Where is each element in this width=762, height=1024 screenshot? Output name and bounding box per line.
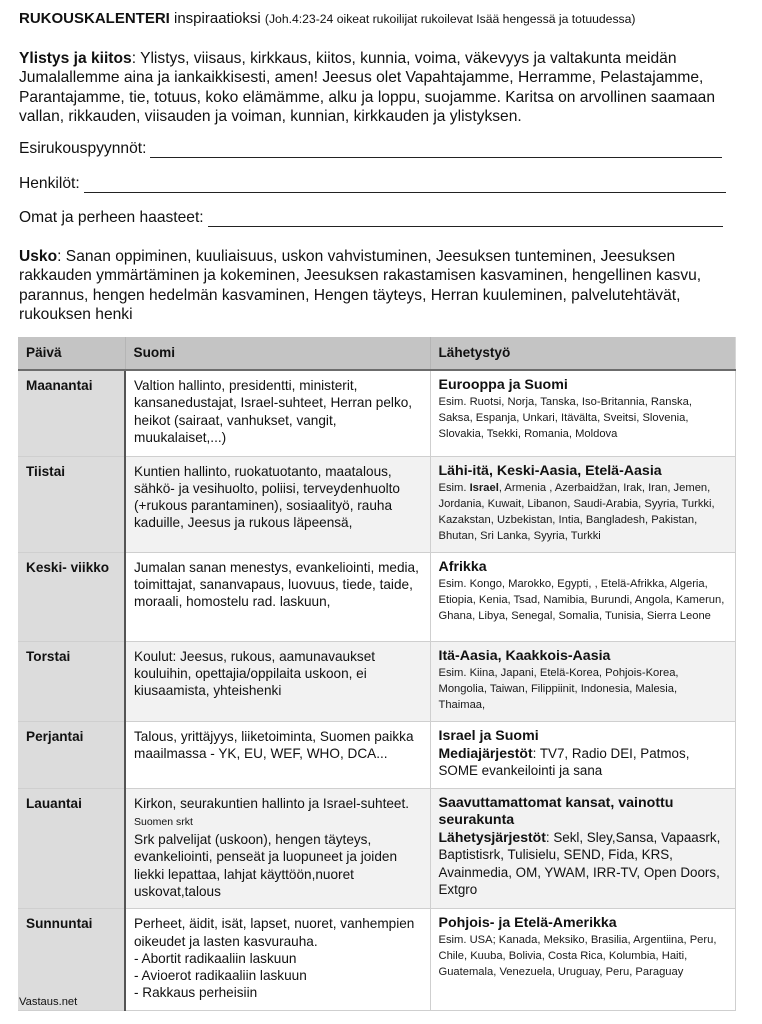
mission-cell	[430, 370, 735, 456]
praise-text: : Ylistys, viisaus, kirkkaus, kiitos, kunnia, voima, väkevyys ja valtakunta meidän Jumalallemme aina ja iankaikkisesti, amen! Jeesus olet Vapahtajamme, Herramme, Pelastajamme, Parantajamme, tie, totuus, koko elämämme, alku ja loppu, suojamme. Karitsa on arvollinen saamaan vallan, rikkauden, viisauden ja voiman, kunnian, kirkkauden ja ylistyksen.	[19, 50, 716, 126]
mission-countries: , Armenia , Azerbaidžan, Irak, Iran, Jemen, Jordania, Kuwait, Libanon, Saudi-Arabia, Syyria, Turkki, Kazakstan, Uzbekistan, Intia, Bangladesh, Pakistan, Bhutan, Sri Lanka, Syyria, Turkki	[438, 481, 715, 542]
finland-text-2: Srk palvelijat (uskoon), hengen täyteys, evankeliointi, penseät ja luopuneet ja joiden liekki lepattaa, lahjat käyttöön,nuoret uskovat,talous	[134, 832, 398, 899]
day-cell: Lauantai	[18, 788, 125, 909]
mission-title: Lähi-itä, Keski-Aasia, Etelä-Aasia	[438, 462, 662, 479]
day-cell: Sunnuntai	[18, 909, 125, 1010]
mission-prefix: Esim.	[438, 481, 470, 494]
table-row	[18, 552, 735, 641]
day-cell: Torstai	[18, 641, 125, 721]
mission-cell	[430, 909, 735, 1010]
family-challenges-field[interactable]	[19, 209, 723, 227]
title-sub: inspiraatioksi	[169, 10, 265, 27]
prayer-calendar-table	[18, 337, 736, 1011]
day-cell: Maanantai	[18, 370, 125, 456]
finland-cell: Valtion hallinto, presidentti, ministerit, kansanedustajat, Israel-suhteet, Herran pelko, heikot (sairaat, vanhukset, vangit, muukalaiset,...)	[125, 370, 430, 456]
faith-paragraph	[19, 247, 744, 325]
mission-text: Esim. Ruotsi, Norja, Tanska, Iso-Britannia, Ranska, Saksa, Espanja, Unkari, Itävälta, Sveitsi, Slovenia, Slovakia, Tsekki, Romania, Moldova	[438, 396, 692, 440]
mission-cell	[430, 788, 735, 909]
day-cell: Perjantai	[18, 721, 125, 788]
table-row	[18, 909, 735, 1010]
prayer-requests-line[interactable]	[150, 143, 722, 158]
mission-title: Eurooppa ja Suomi	[438, 377, 568, 393]
family-challenges-line[interactable]	[208, 212, 723, 227]
table-row	[18, 370, 735, 456]
finland-cell	[125, 788, 430, 909]
mission-title: Afrikka	[438, 558, 487, 575]
mission-highlight: Israel	[469, 481, 499, 494]
mission-cell	[430, 552, 735, 641]
mission-title: Saavuttamattomat kansat, vainottu seurakunta	[438, 794, 674, 828]
mission-title: Pohjois- ja Etelä-Amerikka	[438, 915, 617, 932]
finland-cell: Kuntien hallinto, ruokatuotanto, maatalous, sähkö- ja vesihuolto, poliisi, terveydenhuolto (+rukous parantaminen), sosiaalityö, rauha kaduille, Jeesus ja rukous läpeensä,	[125, 456, 430, 552]
finland-cell: Talous, yrittäjyys, liiketoiminta, Suomen paikka maailmassa - YK, EU, WEF, WHO, DCA...	[125, 721, 430, 788]
table-header-row	[18, 337, 735, 370]
table-row	[18, 641, 735, 721]
mission-text: Esim. Kiina, Japani, Etelä-Korea, Pohjois-Korea, Mongolia, Taiwan, Filippiinit, Indonesia, Malesia, Thaimaa,	[438, 666, 679, 711]
prayer-requests-field[interactable]	[19, 140, 722, 158]
praise-label: Ylistys ja kiitos	[19, 50, 132, 67]
praise-paragraph	[19, 49, 744, 127]
mission-cell	[430, 641, 735, 721]
persons-label: Henkilöt:	[19, 175, 80, 192]
finland-text: Kirkon, seurakuntien hallinto ja Israel-suhteet.	[134, 795, 410, 811]
column-header-day: Päivä	[18, 337, 125, 370]
mission-orgs	[439, 745, 727, 780]
mission-org-text: : Sekl, Sley,Sansa, Vapaasrk, Baptistisrk, Tulisielu, SEND, Fida, KRS, Avainmedia, OM, YWAM, IRR-TV, Open Doors, Extgro	[438, 829, 721, 897]
faith-text: : Sanan oppiminen, kuuliaisuus, uskon vahvistuminen, Jeesuksen tunteminen, Jeesuksen rakkauden ymmärtäminen ja kokeminen, Jeesuksen rakastamisen kasvaminen, hengellinen kasvu, parannus, hengen hedelmän kasvaminen, Hengen täyteys, Herran kuuleminen, palvelutehtävät, rukouksen henki	[19, 248, 702, 324]
finland-cell: Koulut: Jeesus, rukous, aamunavaukset kouluihin, opettajia/oppilaita uskoon, ei kiusaamista, yhteishenki	[125, 641, 430, 721]
finland-list-item: - Abortit radikaaliin laskuun	[134, 950, 297, 966]
faith-label: Usko	[19, 248, 58, 265]
finland-small-note: Suomen srkt	[134, 815, 193, 828]
mission-title: Israel ja Suomi	[438, 727, 539, 744]
page-title	[19, 10, 635, 27]
column-header-finland: Suomi	[125, 337, 430, 370]
finland-text: Perheet, äidit, isät, lapset, nuoret, vanhempien oikeudet ja lasten kasvurauha.	[134, 916, 415, 949]
mission-cell	[430, 456, 735, 552]
day-cell: Keski- viikko	[18, 552, 125, 641]
persons-field[interactable]	[19, 175, 726, 193]
table-row	[18, 721, 735, 788]
mission-text	[439, 480, 727, 544]
mission-orgs	[439, 829, 727, 899]
mission-title: Itä-Aasia, Kaakkois-Aasia	[438, 647, 611, 664]
mission-org-label: Mediajärjestöt	[438, 744, 533, 761]
mission-text: Esim. Kongo, Marokko, Egypti, , Etelä-Afrikka, Algeria, Etiopia, Kenia, Tsad, Namibia, Burundi, Angola, Kamerun, Ghana, Libya, Senegal, Somalia, Tunisia, Sierra Leone	[438, 577, 725, 622]
finland-list-item: - Rakkaus perheisiin	[134, 985, 258, 1001]
source-footer: Vastaus.net	[19, 996, 78, 1008]
table-row	[18, 788, 735, 909]
finland-cell: Jumalan sanan menestys, evankeliointi, media, toimittajat, sananvapaus, luovuus, tiede, taide, moraali, homostelu rad. laskuun,	[125, 552, 430, 641]
persons-line[interactable]	[84, 178, 726, 193]
mission-org-text: : TV7, Radio DEI, Patmos, SOME evankeilointi ja sana	[438, 745, 690, 778]
mission-cell	[430, 721, 735, 788]
finland-cell	[125, 909, 430, 1010]
mission-org-label: Lähetysjärjestöt	[438, 828, 546, 845]
family-challenges-label: Omat ja perheen haasteet:	[19, 209, 204, 226]
prayer-requests-label: Esirukouspyynnöt:	[19, 140, 147, 157]
day-cell: Tiistai	[18, 456, 125, 552]
title-main: RUKOUSKALENTERI	[19, 10, 170, 27]
title-verse: (Joh.4:23-24 oikeat rukoilijat rukoilevat Isää hengessä ja totuudessa)	[264, 12, 636, 26]
table-row	[18, 456, 735, 552]
finland-list-item: - Avioerot radikaaliin laskuun	[134, 968, 307, 984]
column-header-mission: Lähetystyö	[430, 337, 735, 370]
mission-text: Esim. USA; Kanada, Meksiko, Brasilia, Argentiina, Peru, Chile, Kuuba, Bolivia, Costa Rica, Kolumbia, Haiti, Guatemala, Venezuela, Uruguay, Peru, Paraguay	[438, 934, 717, 979]
